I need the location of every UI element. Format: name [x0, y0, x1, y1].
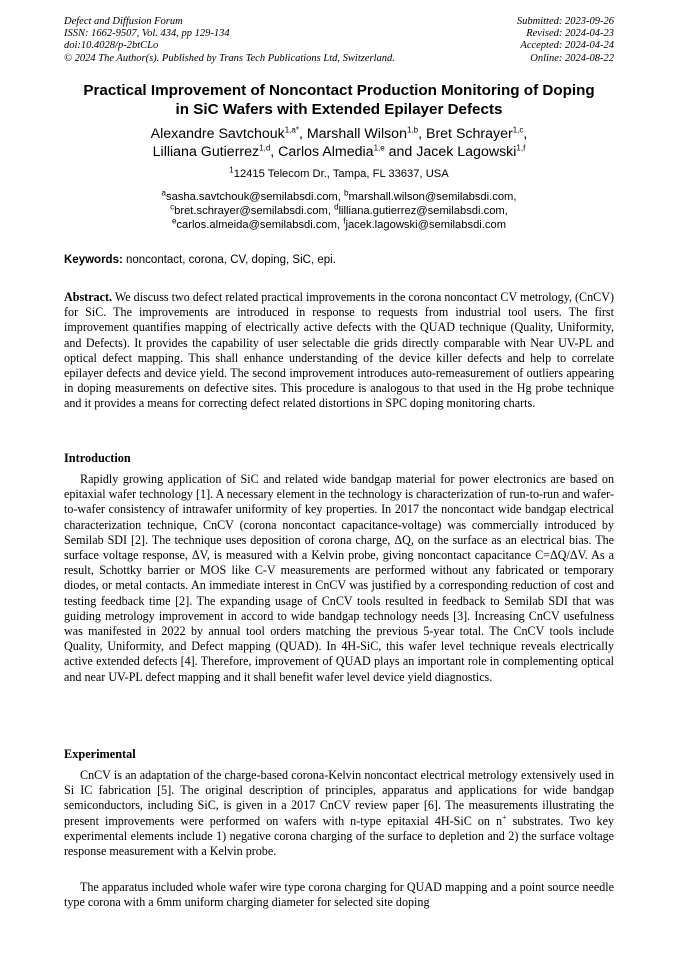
email-separator: ,	[327, 205, 335, 218]
email-separator: ,	[337, 191, 344, 203]
experimental-paragraph-1	[64, 768, 614, 859]
email-address: carlos.almeida@semilabsdi.com	[176, 219, 337, 232]
email-separator: ,	[513, 191, 517, 203]
email-marker: e	[171, 216, 177, 226]
email-row-3	[40, 218, 638, 232]
author-name: Bret Schrayer	[425, 126, 513, 142]
keywords	[64, 254, 614, 266]
author-line-2	[40, 143, 638, 161]
author-affiliation: 1,c	[512, 125, 524, 135]
revised-date: Revised: 2024-04-23	[526, 28, 614, 40]
introduction-heading: Introduction	[64, 451, 131, 465]
author-separator: ,	[523, 126, 528, 142]
journal-header-right	[517, 16, 614, 65]
email-address: bret.schrayer@semilabsdi.com	[174, 205, 328, 218]
introduction-paragraph: Rapidly growing application of SiC and related wide bandgap material for power electronics are based on epitaxial wafer technology [1]. A necessary element in the technology is characterization of run-to-run and wafer-to-wafer consistency of intrawafer uniformity of key properties. In 2017 the noncontact wide bandgap electrical characterization technique, CnCV (corona noncontact capacitance-voltage) was commercially introduced by Semilab SDI [2]. The technique uses deposition of corona charge, ΔQ, on the surface as an electrical bias. The surface voltage response, ΔV, is measured with a Kelvin probe, giving noncontact capacitance C=ΔQ/ΔV. As a result, Schottky barrier or MOS like C-V measurements are performed without any fabricated or temporary diodes, or metal contacts. An immediate interest in CnCV was justified by a corresponding reduction of cost and testing feedback time [2]. The expanding usage of CnCV tools resulted in feedback to Semilab SDI that was guiding metrology improvement in accord to wide bandgap technology needs [3]. Increasing CnCV usefulness was manifested in 2022 by annual tool orders matching the previous 5-year total. The CnCV tools include Quality, Uniformity, and Defect mapping (QUAD). In 4H-SiC, this wafer level technique reveals electrically active extended defects [4]. Therefore, improvement of QUAD plays an important role in complementing optical and near UV-PL defect mapping and it shall benefit wafer level device yield diagnostics.	[64, 472, 614, 684]
abstract	[64, 290, 614, 412]
author-name: Lilliana Gutierrez	[152, 144, 260, 160]
email-marker: f	[343, 216, 346, 226]
email-address: jacek.lagowski@semilabsdi.com	[345, 219, 507, 232]
email-marker: a	[161, 188, 166, 198]
author-line-1	[40, 125, 638, 143]
email-address: sasha.savtchouk@semilabsdi.com	[165, 191, 338, 203]
author-affiliation: 1,a*	[284, 125, 299, 135]
superscript-plus: +	[502, 812, 507, 822]
author-affiliation: 1,d	[259, 143, 271, 153]
email-marker: d	[334, 202, 339, 212]
abstract-label: Abstract.	[64, 290, 113, 304]
author-affiliation: 1,b	[406, 125, 419, 135]
email-address: lilliana.gutierrez@semilabsdi.com	[338, 205, 505, 218]
title-line-2: in SiC Wafers with Extended Epilayer Defects	[175, 100, 503, 118]
journal-issn: ISSN: 1662-9507, Vol. 434, pp 129-134	[64, 28, 230, 40]
experimental-paragraph-2: The apparatus included whole wafer wire type corona charging for QUAD mapping and a point source needle type corona with a 6mm uniform charging diameter for selected site doping	[64, 880, 614, 910]
submitted-date: Submitted: 2023-09-26	[516, 16, 614, 27]
email-address: marshall.wilson@semilabsdi.com	[348, 191, 514, 203]
author-name: Jacek Lagowski	[416, 144, 517, 160]
journal-name: Defect and Diffusion Forum	[64, 16, 183, 27]
keywords-label: Keywords:	[64, 254, 123, 266]
accepted-date: Accepted: 2024-04-24	[520, 40, 614, 52]
email-marker: b	[343, 188, 349, 198]
author-separator: and	[384, 144, 417, 160]
author-separator: ,	[270, 144, 279, 160]
keywords-text: noncontact, corona, CV, doping, SiC, epi.	[122, 254, 336, 266]
author-name: Alexandre Savtchouk	[150, 126, 285, 142]
email-marker: c	[170, 202, 175, 212]
abstract-text: We discuss two defect related practical improvements in the corona noncontact CV metrology, (CnCV) for SiC. The improvements are introduced in response to requests from industrial tool users. The first improvement quantifies mapping of electrically active defects with the QUAD technique (Quality, Uniformity, and Defects). It provides the capability of user selectable die grids directly comparable with Near UV-PL and optical defect mapping. This shall enhance understanding of the device killer defects and help to correlate epilayer defects and device yield. The second improvement introduces auto-remeasurement of outliers appearing in doping measurements on defective sites. This procedure is analogous to that used in the Hg probe technique and it provides a means for correcting defect related distortions in SPC doping monitoring charts.	[64, 290, 614, 411]
author-emails	[40, 190, 638, 233]
email-row-2	[40, 204, 638, 218]
experimental-text: substrates. Two key experimental elements include 1) negative corona charging of the surface to depletion and 2) the surface voltage response measurement with a Kelvin probe.	[64, 813, 614, 859]
address-text: 12415 Telecom Dr., Tampa, FL 33637, USA	[233, 168, 449, 180]
journal-doi: doi:10.4028/p-2btCLo	[64, 40, 159, 52]
title-line-1: Practical Improvement of Noncontact Production Monitoring of Doping	[83, 82, 595, 99]
paper-title	[40, 82, 638, 119]
email-row-1	[40, 190, 638, 204]
email-separator: ,	[504, 205, 508, 218]
author-separator: ,	[298, 126, 307, 142]
author-affiliation: 1,e	[373, 143, 385, 153]
experimental-text: CnCV is an adaptation of the charge-based corona-Kelvin noncontact electrical metrology extensively used in Si IC fabrication [5]. The original description of principles, apparatus and applications for wide bandgap semiconductors, including SiC, is given in a 2017 CnCV review paper [6]. The measurements illustrating the present improvements were performed on wafers with n-type epitaxial 4H-SiC on n	[64, 768, 614, 828]
experimental-heading: Experimental	[64, 747, 136, 761]
copyright-line: © 2024 The Author(s). Published by Trans Tech Publications Ltd, Switzerland.	[64, 52, 395, 64]
email-separator: ,	[337, 219, 344, 232]
author-name: Carlos Almedia	[278, 144, 374, 160]
journal-header-left	[64, 16, 395, 65]
author-affiliation: 1,f	[516, 143, 526, 153]
author-name: Marshall Wilson	[306, 126, 407, 142]
author-list	[40, 125, 638, 161]
online-date: Online: 2024-08-22	[530, 52, 614, 64]
address-marker: 1	[229, 165, 234, 175]
author-separator: ,	[418, 126, 426, 142]
affiliation-address	[40, 165, 638, 180]
